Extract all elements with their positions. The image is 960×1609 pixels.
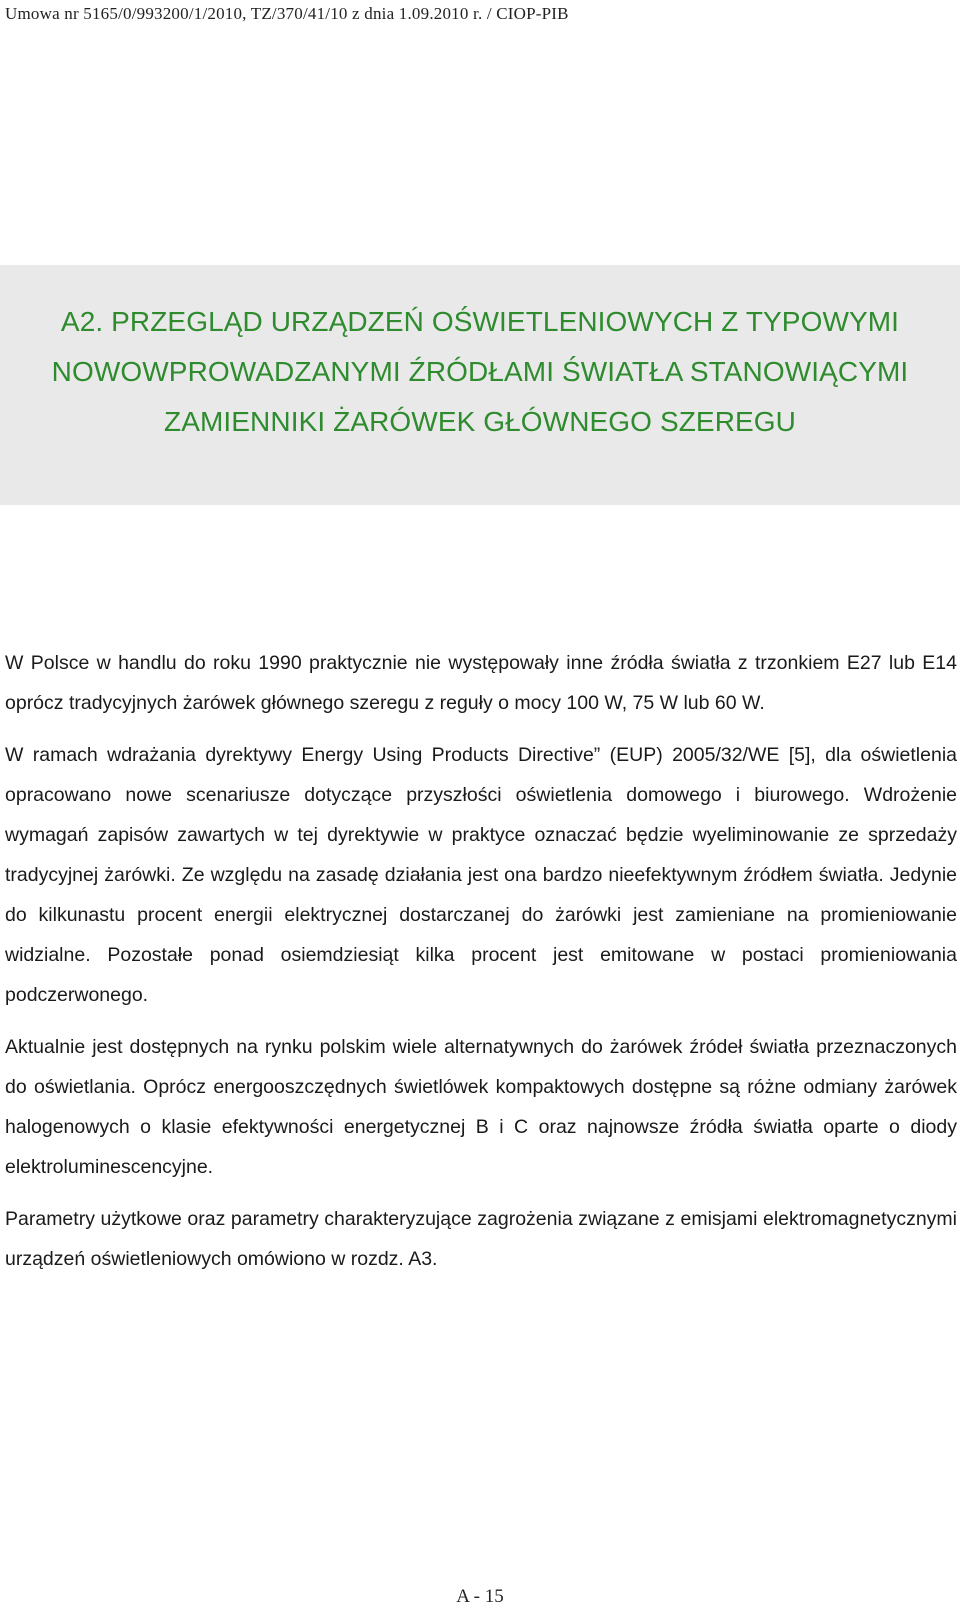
paragraph: W ramach wdrażania dyrektywy Energy Using Products Directive” (EUP) 2005/32/WE [5], dla oświetlenia opracowano nowe scenariusze dotyczące przyszłości oświetlenia domowego i biurowego. Wdrożenie wymagań zapisów zawartych w tej dyrektywie w praktyce oznaczać będzie wyeliminowanie ze sprzedaży tradycyjnej żarówki. Ze względu na zasadę działania jest ona bardzo nieefektywnym źródłem światła. Jedynie do kilkunastu procent energii elektrycznej dostarczanej do żarówki jest zamieniane na promieniowanie widzialne. Pozostałe ponad osiemdziesiąt kilka procent jest emitowane w postaci promieniowania podczerwonego. <box>5 744 957 1006</box>
paragraph: Parametry użytkowe oraz parametry charakteryzujące zagrożenia związane z emisjami elektromagnetycznymi urządzeń oświetleniowych omówiono w rozdz. A3. <box>5 1208 957 1270</box>
chapter-title-line-3: ZAMIENNIKI ŻARÓWEK GŁÓWNEGO SZEREGU <box>164 406 796 437</box>
body-text <box>5 643 957 1291</box>
chapter-title-line-2: NOWOWPROWADZANYMI ŹRÓDŁAMI ŚWIATŁA STANOWIĄCYMI <box>51 356 909 387</box>
running-header: Umowa nr 5165/0/993200/1/2010, TZ/370/41/10 z dnia 1.09.2010 r. / CIOP-PIB <box>5 4 569 23</box>
page-number: A - 15 <box>456 1586 504 1607</box>
paragraph: W Polsce w handlu do roku 1990 praktycznie nie występowały inne źródła światła z trzonkiem E27 lub E14 oprócz tradycyjnych żarówek głównego szeregu z reguły o mocy 100 W, 75 W lub 60 W. <box>5 652 957 714</box>
paragraph: Aktualnie jest dostępnych na rynku polskim wiele alternatywnych do żarówek źródeł światła przeznaczonych do oświetlania. Oprócz energooszczędnych świetlówek kompaktowych dostępne są różne odmiany żarówek halogenowych o klasie efektywności energetycznej B i C oraz najnowsze źródła światła oparte o diody elektroluminescencyjne. <box>5 1036 957 1178</box>
chapter-title <box>0 297 960 447</box>
chapter-title-line-1: A2. PRZEGLĄD URZĄDZEŃ OŚWIETLENIOWYCH Z TYPOWYMI <box>60 306 900 337</box>
